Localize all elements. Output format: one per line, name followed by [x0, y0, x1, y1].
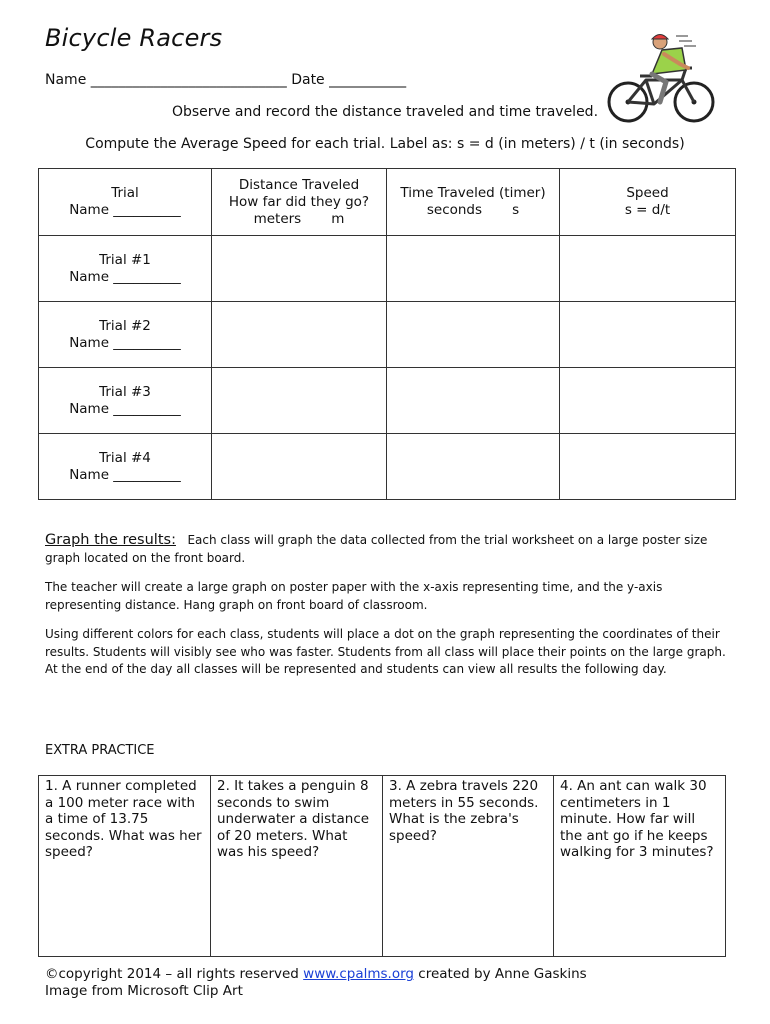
- name-date-line: Name ____________________________ Date ___________: [45, 72, 407, 88]
- table-row: [39, 434, 736, 500]
- table-row: [39, 302, 736, 368]
- trial-table-header: [39, 169, 736, 236]
- table-row: [39, 236, 736, 302]
- graph-heading: Graph the results:: [45, 532, 176, 548]
- practice-problem-3[interactable]: 3. A zebra travels 220 meters in 55 seconds. What is the zebra's speed?: [383, 776, 554, 957]
- time-cell[interactable]: [387, 368, 560, 434]
- header-distance: Distance Traveled How far did they go? meters m: [212, 169, 387, 236]
- instruction-compute: Compute the Average Speed for each trial. Label as: s = d (in meters) / t (in seconds): [85, 136, 685, 152]
- cpalms-link[interactable]: www.cpalms.org: [303, 966, 414, 982]
- graph-section: [45, 532, 735, 691]
- trial-table: [38, 168, 736, 500]
- practice-problem-1[interactable]: 1. A runner completed a 100 meter race with a time of 13.75 seconds. What was her speed?: [39, 776, 211, 957]
- graph-paragraph-3: Using different colors for each class, students will place a dot on the graph representing the coordinates of their results. Students will visibly see who was faster. Students from all class will place their points on the large graph. At the end of the day all classes will be represented and students can view all results the following day.: [45, 627, 726, 676]
- trial-label-cell: Trial #4 Name __________: [39, 434, 212, 500]
- extra-practice-table: [38, 775, 726, 957]
- image-credit: Image from Microsoft Clip Art: [45, 983, 243, 999]
- practice-problem-2[interactable]: 2. It takes a penguin 8 seconds to swim underwater a distance of 20 meters. What was his speed?: [211, 776, 383, 957]
- distance-cell[interactable]: [212, 302, 387, 368]
- speed-cell[interactable]: [560, 368, 736, 434]
- instruction-observe: Observe and record the distance traveled and time traveled.: [171, 104, 599, 120]
- trial-label-cell: Trial #1 Name __________: [39, 236, 212, 302]
- header-trial: Trial Name __________: [39, 169, 212, 236]
- graph-paragraph-1: Graph the results: Each class will graph the data collected from the trial worksheet on a large poster size graph located on the front board.: [45, 532, 708, 565]
- time-cell[interactable]: [387, 236, 560, 302]
- header-time: Time Traveled (timer) seconds s: [387, 169, 560, 236]
- trial-label-cell: Trial #2 Name __________: [39, 302, 212, 368]
- speed-cell[interactable]: [560, 434, 736, 500]
- practice-problem-4[interactable]: 4. An ant can walk 30 centimeters in 1 minute. How far will the ant go if he keeps walking for 3 minutes?: [554, 776, 726, 957]
- speed-cell[interactable]: [560, 236, 736, 302]
- time-cell[interactable]: [387, 302, 560, 368]
- distance-cell[interactable]: [212, 236, 387, 302]
- copyright-line: ©copyright 2014 – all rights reserved www.cpalms.org created by Anne Gaskins: [45, 966, 587, 982]
- graph-paragraph-2: The teacher will create a large graph on poster paper with the x-axis representing time, and the y-axis representing distance. Hang graph on front board of classroom.: [45, 580, 663, 612]
- table-row: [39, 776, 726, 957]
- distance-cell[interactable]: [212, 434, 387, 500]
- distance-cell[interactable]: [212, 368, 387, 434]
- time-cell[interactable]: [387, 434, 560, 500]
- table-row: [39, 368, 736, 434]
- trial-label-cell: Trial #3 Name __________: [39, 368, 212, 434]
- extra-practice-label: EXTRA PRACTICE: [45, 743, 155, 758]
- footer: [45, 966, 587, 1000]
- header-speed: Speed s = d/t: [560, 169, 736, 236]
- page-title: Bicycle Racers: [45, 24, 223, 52]
- speed-cell[interactable]: [560, 302, 736, 368]
